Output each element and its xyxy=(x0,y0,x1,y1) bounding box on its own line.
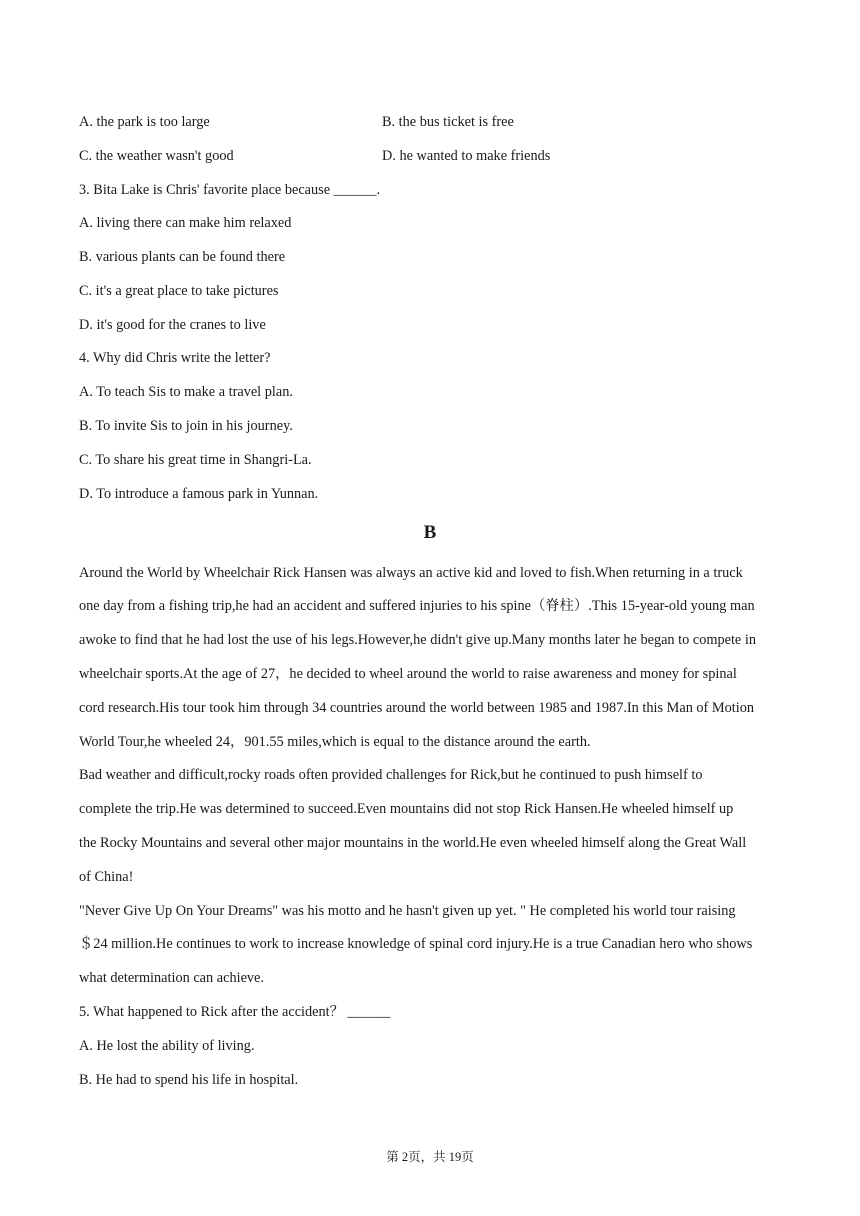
passage-line: wheelchair sports.At the age of 27，he decided to wheel around the world to raise awareness and money for spinal xyxy=(79,666,737,682)
passage-line: of China! xyxy=(79,869,134,885)
q4-stem: 4. Why did Chris write the letter? xyxy=(79,350,271,366)
passage-line: Bad weather and difficult,rocky roads often provided challenges for Rick,but he continued to push himself to xyxy=(79,767,703,783)
q4-option-b: B. To invite Sis to join in his journey. xyxy=(79,418,293,434)
q3-option-b: B. various plants can be found there xyxy=(79,249,286,265)
passage-line: awoke to find that he had lost the use of his legs.However,he didn't give up.Many months later he began to compete in xyxy=(79,632,756,648)
passage-line: cord research.His tour took him through 34 countries around the world between 1985 and 1987.In this Man of Motion xyxy=(79,700,754,716)
passage-line: the Rocky Mountains and several other major mountains in the world.He even wheeled himself along the Great Wall xyxy=(79,835,747,851)
passage-line: "Never Give Up On Your Dreams" was his motto and he hasn't given up yet. " He completed his world tour raising xyxy=(79,903,736,919)
passage-line: World Tour,he wheeled 24，901.55 miles,which is equal to the distance around the earth. xyxy=(79,734,591,750)
section-heading: B xyxy=(423,522,437,543)
q2-option-c: C. the weather wasn't good xyxy=(79,148,234,164)
passage-line: ＄24 million.He continues to work to increase knowledge of spinal cord injury.He is a true Canadian hero who shows xyxy=(79,936,753,952)
q2-option-d: D. he wanted to make friends xyxy=(382,148,551,164)
passage-line: what determination can achieve. xyxy=(79,970,264,986)
q3-option-a: A. living there can make him relaxed xyxy=(79,215,292,231)
q5-option-b: B. He had to spend his life in hospital. xyxy=(79,1072,299,1088)
passage-line: Around the World by Wheelchair Rick Hansen was always an active kid and loved to fish.When returning in a truck xyxy=(79,565,743,581)
q4-option-a: A. To teach Sis to make a travel plan. xyxy=(79,384,293,400)
page-footer: 第 2页，共 19页 xyxy=(386,1150,474,1164)
passage-line: complete the trip.He was determined to succeed.Even mountains did not stop Rick Hansen.He wheeled himself up xyxy=(79,801,734,817)
q2-option-b: B. the bus ticket is free xyxy=(382,114,514,130)
q4-option-d: D. To introduce a famous park in Yunnan. xyxy=(79,486,319,502)
q3-stem: 3. Bita Lake is Chris' favorite place because ______. xyxy=(79,182,381,198)
q2-option-a: A. the park is too large xyxy=(79,114,210,130)
q3-option-d: D. it's good for the cranes to live xyxy=(79,317,266,333)
q4-option-c: C. To share his great time in Shangri-La. xyxy=(79,452,312,468)
passage-line: one day from a fishing trip,he had an accident and suffered injuries to his spine（脊柱）.This 15-year-old young man xyxy=(79,598,755,614)
q5-option-a: A. He lost the ability of living. xyxy=(79,1038,255,1054)
q5-stem: 5. What happened to Rick after the accident？ ______ xyxy=(79,1004,391,1020)
q3-option-c: C. it's a great place to take pictures xyxy=(79,283,279,299)
